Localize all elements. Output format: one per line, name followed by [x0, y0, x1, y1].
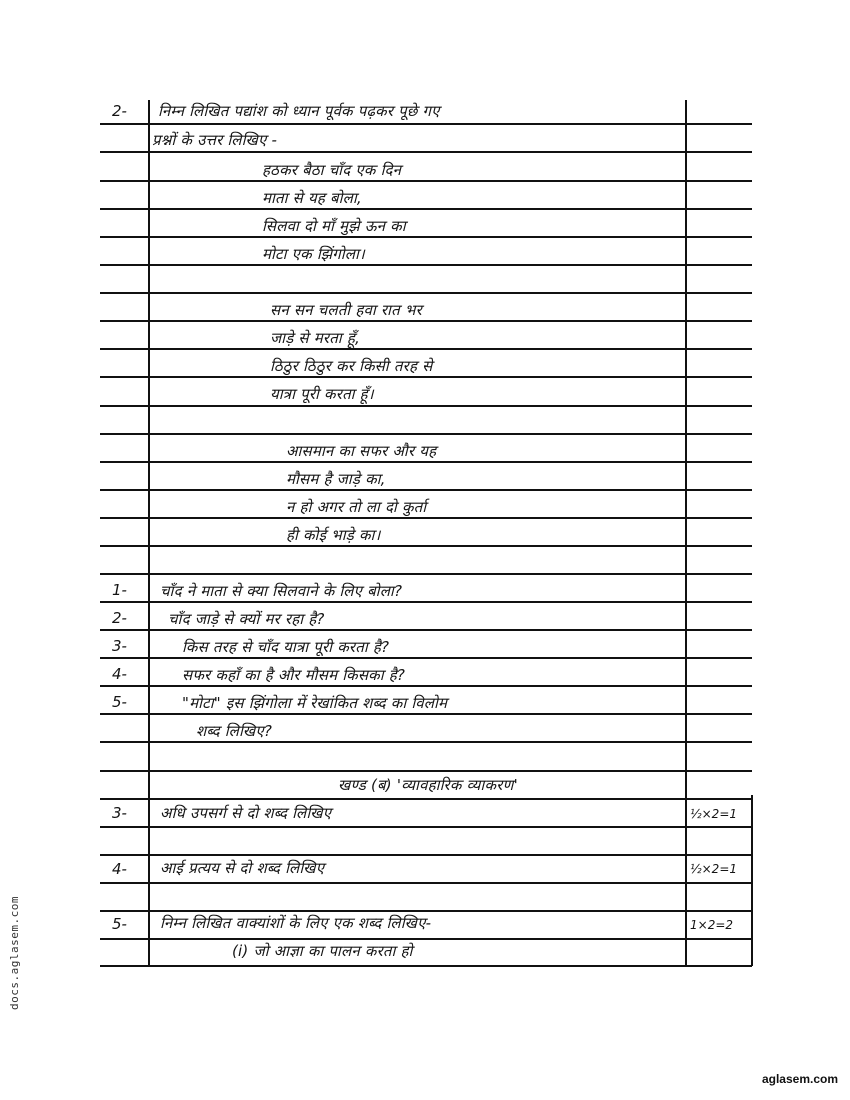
question-number: 3-: [112, 804, 127, 822]
rule-line: [100, 320, 752, 322]
sub-question-text: किस तरह से चाँद यात्रा पूरी करता है?: [182, 638, 390, 656]
poem-line: सन सन चलती हवा रात भर: [270, 301, 422, 319]
marks-label: ½×2=1: [690, 862, 738, 876]
marks-column-line: [685, 100, 687, 966]
question-text: अधि उपसर्ग से दो शब्द लिखिए: [160, 804, 332, 822]
poem-line: माता से यह बोला,: [262, 189, 362, 207]
instruction-line-2: प्रश्नों के उत्तर लिखिए -: [152, 131, 278, 149]
question-number: 5-: [112, 915, 127, 933]
question-text: आई प्रत्यय से दो शब्द लिखिए: [160, 859, 325, 877]
rule-line: [100, 965, 752, 967]
poem-line: यात्रा पूरी करता हूँ।: [270, 385, 374, 403]
right-edge-line: [751, 795, 753, 966]
rule-line: [100, 854, 752, 856]
rule-line: [100, 798, 752, 800]
marks-label: 1×2=2: [690, 918, 734, 932]
rule-line: [100, 236, 752, 238]
rule-line: [100, 348, 752, 350]
rule-line: [100, 770, 752, 772]
poem-line: आसमान का सफर और यह: [286, 442, 437, 460]
rule-line: [100, 910, 752, 912]
rule-line: [100, 938, 752, 940]
rule-line: [100, 629, 752, 631]
instruction-line-1: निम्न लिखित पद्यांश को ध्यान पूर्वक पढ़कर पूछे गए: [158, 102, 440, 120]
rule-line: [100, 545, 752, 547]
left-margin-line: [148, 100, 150, 966]
poem-line: मोटा एक झिंगोला।: [262, 245, 365, 263]
question-number: 2-: [112, 102, 127, 120]
poem-line: मौसम है जाड़े का,: [286, 470, 386, 488]
rule-line: [100, 433, 752, 435]
sub-question-text-continued: शब्द लिखिए?: [196, 722, 272, 740]
rule-line: [100, 517, 752, 519]
rule-line: [100, 741, 752, 743]
rule-line: [100, 601, 752, 603]
rule-line: [100, 405, 752, 407]
rule-line: [100, 208, 752, 210]
poem-line: ही कोई भाड़े का।: [286, 526, 381, 544]
rule-line: [100, 461, 752, 463]
sub-question-text: चाँद जाड़े से क्यों मर रहा है?: [168, 610, 325, 628]
rule-line: [100, 292, 752, 294]
sub-question-number: 2-: [112, 609, 127, 627]
sub-question-number: 3-: [112, 637, 127, 655]
rule-line: [100, 713, 752, 715]
sub-question-text: "मोटा" इस झिंगोला में रेखांकित शब्द का विलोम: [182, 694, 448, 712]
question-part: (i) जो आज्ञा का पालन करता हो: [232, 942, 413, 960]
poem-line: सिलवा दो माँ मुझे ऊन का: [262, 217, 406, 235]
rule-line: [100, 180, 752, 182]
rule-line: [100, 151, 752, 153]
rule-line: [100, 685, 752, 687]
question-text: निम्न लिखित वाक्यांशों के लिए एक शब्द लिखिए-: [160, 914, 432, 932]
rule-line: [100, 882, 752, 884]
poem-line: जाड़े से मरता हूँ,: [270, 329, 360, 347]
rule-line: [100, 657, 752, 659]
marks-label: ½×2=1: [690, 807, 738, 821]
rule-line: [100, 376, 752, 378]
rule-line: [100, 489, 752, 491]
poem-line: हठकर बैठा चाँद एक दिन: [262, 161, 402, 179]
rule-line: [100, 573, 752, 575]
sub-question-number: 1-: [112, 581, 127, 599]
sub-question-number: 5-: [112, 693, 127, 711]
sub-question-text: सफर कहाँ का है और मौसम किसका है?: [182, 666, 406, 684]
sub-question-text: चाँद ने माता से क्या सिलवाने के लिए बोला?: [160, 582, 403, 600]
poem-line: ठिठुर ठिठुर कर किसी तरह से: [270, 357, 433, 375]
question-number: 4-: [112, 860, 127, 878]
rule-line: [100, 123, 752, 125]
section-heading: खण्ड (ब) 'व्यावहारिक व्याकरण': [338, 776, 518, 794]
poem-line: न हो अगर तो ला दो कुर्ता: [286, 498, 427, 516]
side-watermark: docs.aglasem.com: [8, 896, 21, 1010]
rule-line: [100, 826, 752, 828]
bottom-watermark: aglasem.com: [761, 1072, 838, 1086]
sub-question-number: 4-: [112, 665, 127, 683]
rule-line: [100, 264, 752, 266]
